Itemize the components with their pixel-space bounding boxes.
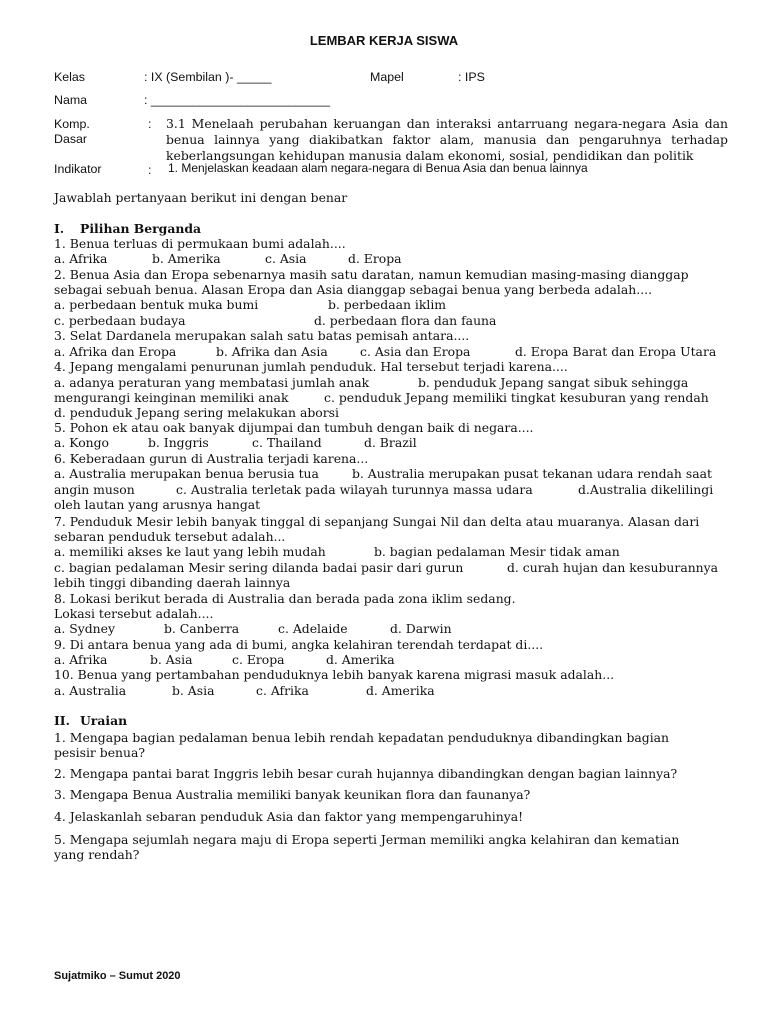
essay-1-line-1: 1. Mengapa bagian pedalaman benua lebih rendah kepadatan penduduknya dibandingkan bagian [54,730,670,745]
q4-option-c: c. penduduk Jepang memiliki tingkat kesuburan yang rendah [324,390,709,405]
question-8-line-2: Lokasi tersebut adalah.... [54,606,214,621]
q1-option-d: d. Eropa [348,251,402,266]
q3-option-b: b. Afrika dan Asia [216,344,328,359]
komp-colon: : [148,117,152,131]
nama-value: : __________________________ [144,93,331,107]
footer-credit: Sujatmiko – Sumut 2020 [54,970,181,982]
mapel-value: : IPS [458,70,485,84]
q4-option-d: d. penduduk Jepang sering melakukan aborsi [54,405,339,420]
essay-1-line-2: pesisir benua? [54,745,146,760]
section-1-title: Pilihan Berganda [80,221,202,236]
komp-text: 3.1 Menelaah perubahan keruangan dan interaksi antarruang negara-negara Asia dan benua lainnya yang diakibatkan faktor alam, manusia dan pengaruhnya terhadap keberlangsungan kehidupan manusia dalam ekonomi, sosial, pendidikan dan politik [166,116,728,163]
question-3: 3. Selat Dardanela merupakan salah satu batas pemisah antara.... [54,328,470,343]
instruction: Jawablah pertanyaan berikut ini dengan benar [54,190,348,205]
kelas-value: : IX (Sembilan )- _____ [144,70,272,84]
q9-option-c: c. Eropa [232,652,285,667]
section-2-title: Uraian [80,713,128,728]
question-8-line-1: 8. Lokasi berikut berada di Australia dan berada pada zona iklim sedang. [54,591,516,606]
question-2-line-1: 2. Benua Asia dan Eropa sebenarnya masih satu daratan, namun kemudian masing-masing dianggap [54,267,689,282]
q2-option-c: c. perbedaan budaya [54,313,186,328]
q1-option-b: b. Amerika [152,251,221,266]
essay-2: 2. Mengapa pantai barat Inggris lebih besar curah hujannya dibandingkan dengan bagian lainnya? [54,766,678,781]
q7-option-a: a. memiliki akses ke laut yang lebih mudah [54,544,326,559]
q1-option-a: a. Afrika [54,251,108,266]
mapel-label: Mapel [370,70,404,84]
q8-option-b: b. Canberra [164,621,240,636]
question-10: 10. Benua yang pertambahan penduduknya lebih banyak karena migrasi masuk adalah... [54,667,615,682]
komp-label-2: Dasar [54,132,88,146]
q10-option-a: a. Australia [54,683,127,698]
q9-option-d: d. Amerika [326,652,395,667]
q8-option-c: c. Adelaide [278,621,348,636]
q8-option-d: d. Darwin [390,621,452,636]
q6-option-d-continued: oleh lautan yang arusnya hangat [54,497,261,512]
q5-option-c: c. Thailand [252,435,322,450]
indikator-text: 1. Menjelaskan keadaan alam negara-negara di Benua Asia dan benua lainnya [168,161,588,175]
essay-3: 3. Mengapa Benua Australia memiliki banyak keunikan flora dan faunanya? [54,787,531,802]
essay-4: 4. Jelaskanlah sebaran penduduk Asia dan faktor yang mempengaruhinya! [54,809,524,824]
q6-option-b: b. Australia merupakan pusat tekanan udara rendah saat [352,466,712,481]
q6-option-a: a. Australia merupakan benua berusia tua [54,466,319,481]
q7-option-d: d. curah hujan dan kesuburannya [507,560,719,575]
indikator-label: Indikator [54,162,102,176]
question-2-line-2: sebagai sebuah benua. Alasan Eropa dan Asia dianggap sebagai benua yang berbeda adalah.... [54,282,653,297]
q4-option-b-continued: mengurangi keinginan memiliki anak [54,390,289,405]
essay-5-line-1: 5. Mengapa sejumlah negara maju di Eropa seperti Jerman memiliki angka kelahiran dan kematian [54,832,680,847]
q4-option-a: a. adanya peraturan yang membatasi jumlah anak [54,375,370,390]
q5-option-d: d. Brazil [364,435,417,450]
nama-label: Nama [54,93,88,107]
section-2-number: II. [54,713,70,728]
question-9: 9. Di antara benua yang ada di bumi, angka kelahiran terendah terdapat di.... [54,637,544,652]
q10-option-b: b. Asia [172,683,215,698]
q6-option-d: d.Australia dikelilingi [578,482,714,497]
q6-option-c: c. Australia terletak pada wilayah turunnya massa udara [176,482,533,497]
q8-option-a: a. Sydney [54,621,115,636]
q3-option-a: a. Afrika dan Eropa [54,344,177,359]
question-6: 6. Keberadaan gurun di Australia terjadi karena... [54,451,369,466]
q7-option-c: c. bagian pedalaman Mesir sering dilanda badai pasir dari gurun [54,560,464,575]
q2-option-d: d. perbedaan flora dan fauna [314,313,497,328]
q5-option-a: a. Kongo [54,435,110,450]
question-5: 5. Pohon ek atau oak banyak dijumpai dan tumbuh dengan baik di negara.... [54,420,534,435]
page-title: LEMBAR KERJA SISWA [309,33,459,48]
kelas-label: Kelas [54,70,85,84]
q3-option-c: c. Asia dan Eropa [360,344,471,359]
q4-option-b: b. penduduk Jepang sangat sibuk sehingga [418,375,689,390]
q1-option-c: c. Asia [265,251,307,266]
q6-option-b-continued: angin muson [54,482,135,497]
question-7-line-1: 7. Penduduk Mesir lebih banyak tinggal di sepanjang Sungai Nil dan delta atau muaranya. Alasan dari [54,514,700,529]
question-7-line-2: sebaran penduduk tersebut adalah... [54,529,286,544]
q2-option-b: b. perbedaan iklim [328,297,447,312]
q5-option-b: b. Inggris [148,435,209,450]
question-4: 4. Jepang mengalami penurunan jumlah penduduk. Hal tersebut terjadi karena.... [54,359,568,374]
section-1-number: I. [54,221,65,236]
q10-option-c: c. Afrika [256,683,309,698]
q3-option-d: d. Eropa Barat dan Eropa Utara [515,344,717,359]
question-1: 1. Benua terluas di permukaan bumi adalah.... [54,236,346,251]
essay-5-line-2: yang rendah? [54,847,140,862]
indikator-colon: : [148,163,152,177]
q7-option-d-continued: lebih tinggi dibanding daerah lainnya [54,575,291,590]
q9-option-b: b. Asia [150,652,193,667]
q7-option-b: b. bagian pedalaman Mesir tidak aman [374,544,620,559]
q9-option-a: a. Afrika [54,652,108,667]
komp-label-1: Komp. [54,117,90,131]
q2-option-a: a. perbedaan bentuk muka bumi [54,297,259,312]
q10-option-d: d. Amerika [366,683,435,698]
